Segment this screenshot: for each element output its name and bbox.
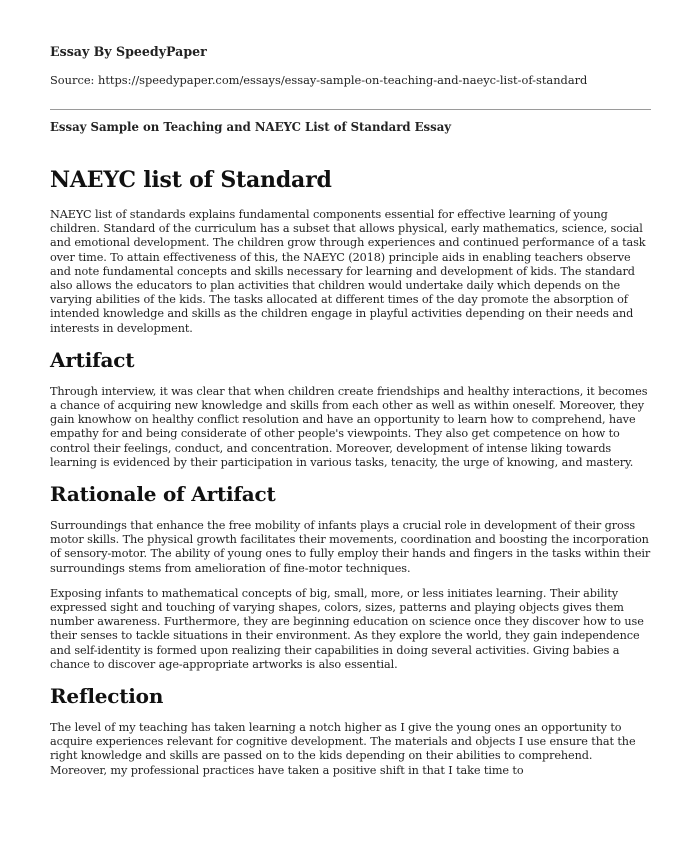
paragraph: Through interview, it was clear that when children create friendships and healthy interactions, it becomes a chance of acquiring new knowledge and skills from each other as well as within oneself. Moreover, they gain knowhow on healthy conflict resolution and have an opportunity to learn how to comprehend, have empathy for and being considerate of other people's viewpoints. They also get competence on how to control their feelings, conduct, and concentration. Moreover, development of intense liking towards learning is evidenced by their participation in various tasks, tenacity, the urge of knowing, and mastery. [50, 384, 648, 469]
section-heading: Artifact [50, 347, 135, 372]
section-heading: NAEYC list of Standard [50, 167, 332, 193]
brand-title: Essay By SpeedyPaper [50, 44, 207, 59]
essay-body [50, 166, 652, 789]
paragraph: Exposing infants to mathematical concepts of big, small, more, or less initiates learning. Their ability expressed sight and touching of varying shapes, colors, sizes, patterns and playing objects gives them number awareness. Furthermore, they are beginning education on science once they discover how to use their senses to tackle situations in their environment. As they explore the world, they gain independence and self-identity is formed upon realizing their capabilities in doing several activities. Giving babies a chance to discover age-appropriate artworks is also essential. [50, 586, 644, 671]
section-heading: Reflection [50, 684, 164, 709]
source-line: Source: https://speedypaper.com/essays/essay-sample-on-teaching-and-naeyc-list-of-standard [50, 73, 588, 87]
document-title: Essay Sample on Teaching and NAEYC List of Standard Essay [50, 120, 452, 134]
section-heading: Rationale of Artifact [50, 482, 276, 507]
paragraph: NAEYC list of standards explains fundamental components essential for effective learning of young children. Standard of the curriculum has a subset that allows physical, early mathematics, science, social and emotional development. The children grow through experiences and continued performance of a task over time. To attain effectiveness of this, the NAEYC (2018) principle aids in enabling teachers observe and note fundamental concepts and skills necessary for learning and development of kids. The standard also allows the educators to plan activities that children would undertake daily which depends on the varying abilities of the kids. The tasks allocated at different times of the day promote the absorption of intended knowledge and skills as the children engage in playful activities depending on their needs and interests in development. [50, 208, 646, 335]
paragraph: Surroundings that enhance the free mobility of infants plays a crucial role in development of their gross motor skills. The physical growth facilitates their movements, coordination and boosting the incorporation of sensory-motor. The ability of young ones to fully employ their hands and fingers in the tasks within their surroundings stems from amelioration of fine-motor techniques. [50, 519, 651, 575]
paragraph: The level of my teaching has taken learning a notch higher as I give the young ones an opportunity to acquire experiences relevant for cognitive development. The materials and objects I use ensure that the right knowledge and skills are passed on to the kids depending on their abilities to comprehend. Moreover, my professional practices have taken a positive shift in that I take time to [50, 721, 636, 777]
header-divider [50, 109, 651, 110]
